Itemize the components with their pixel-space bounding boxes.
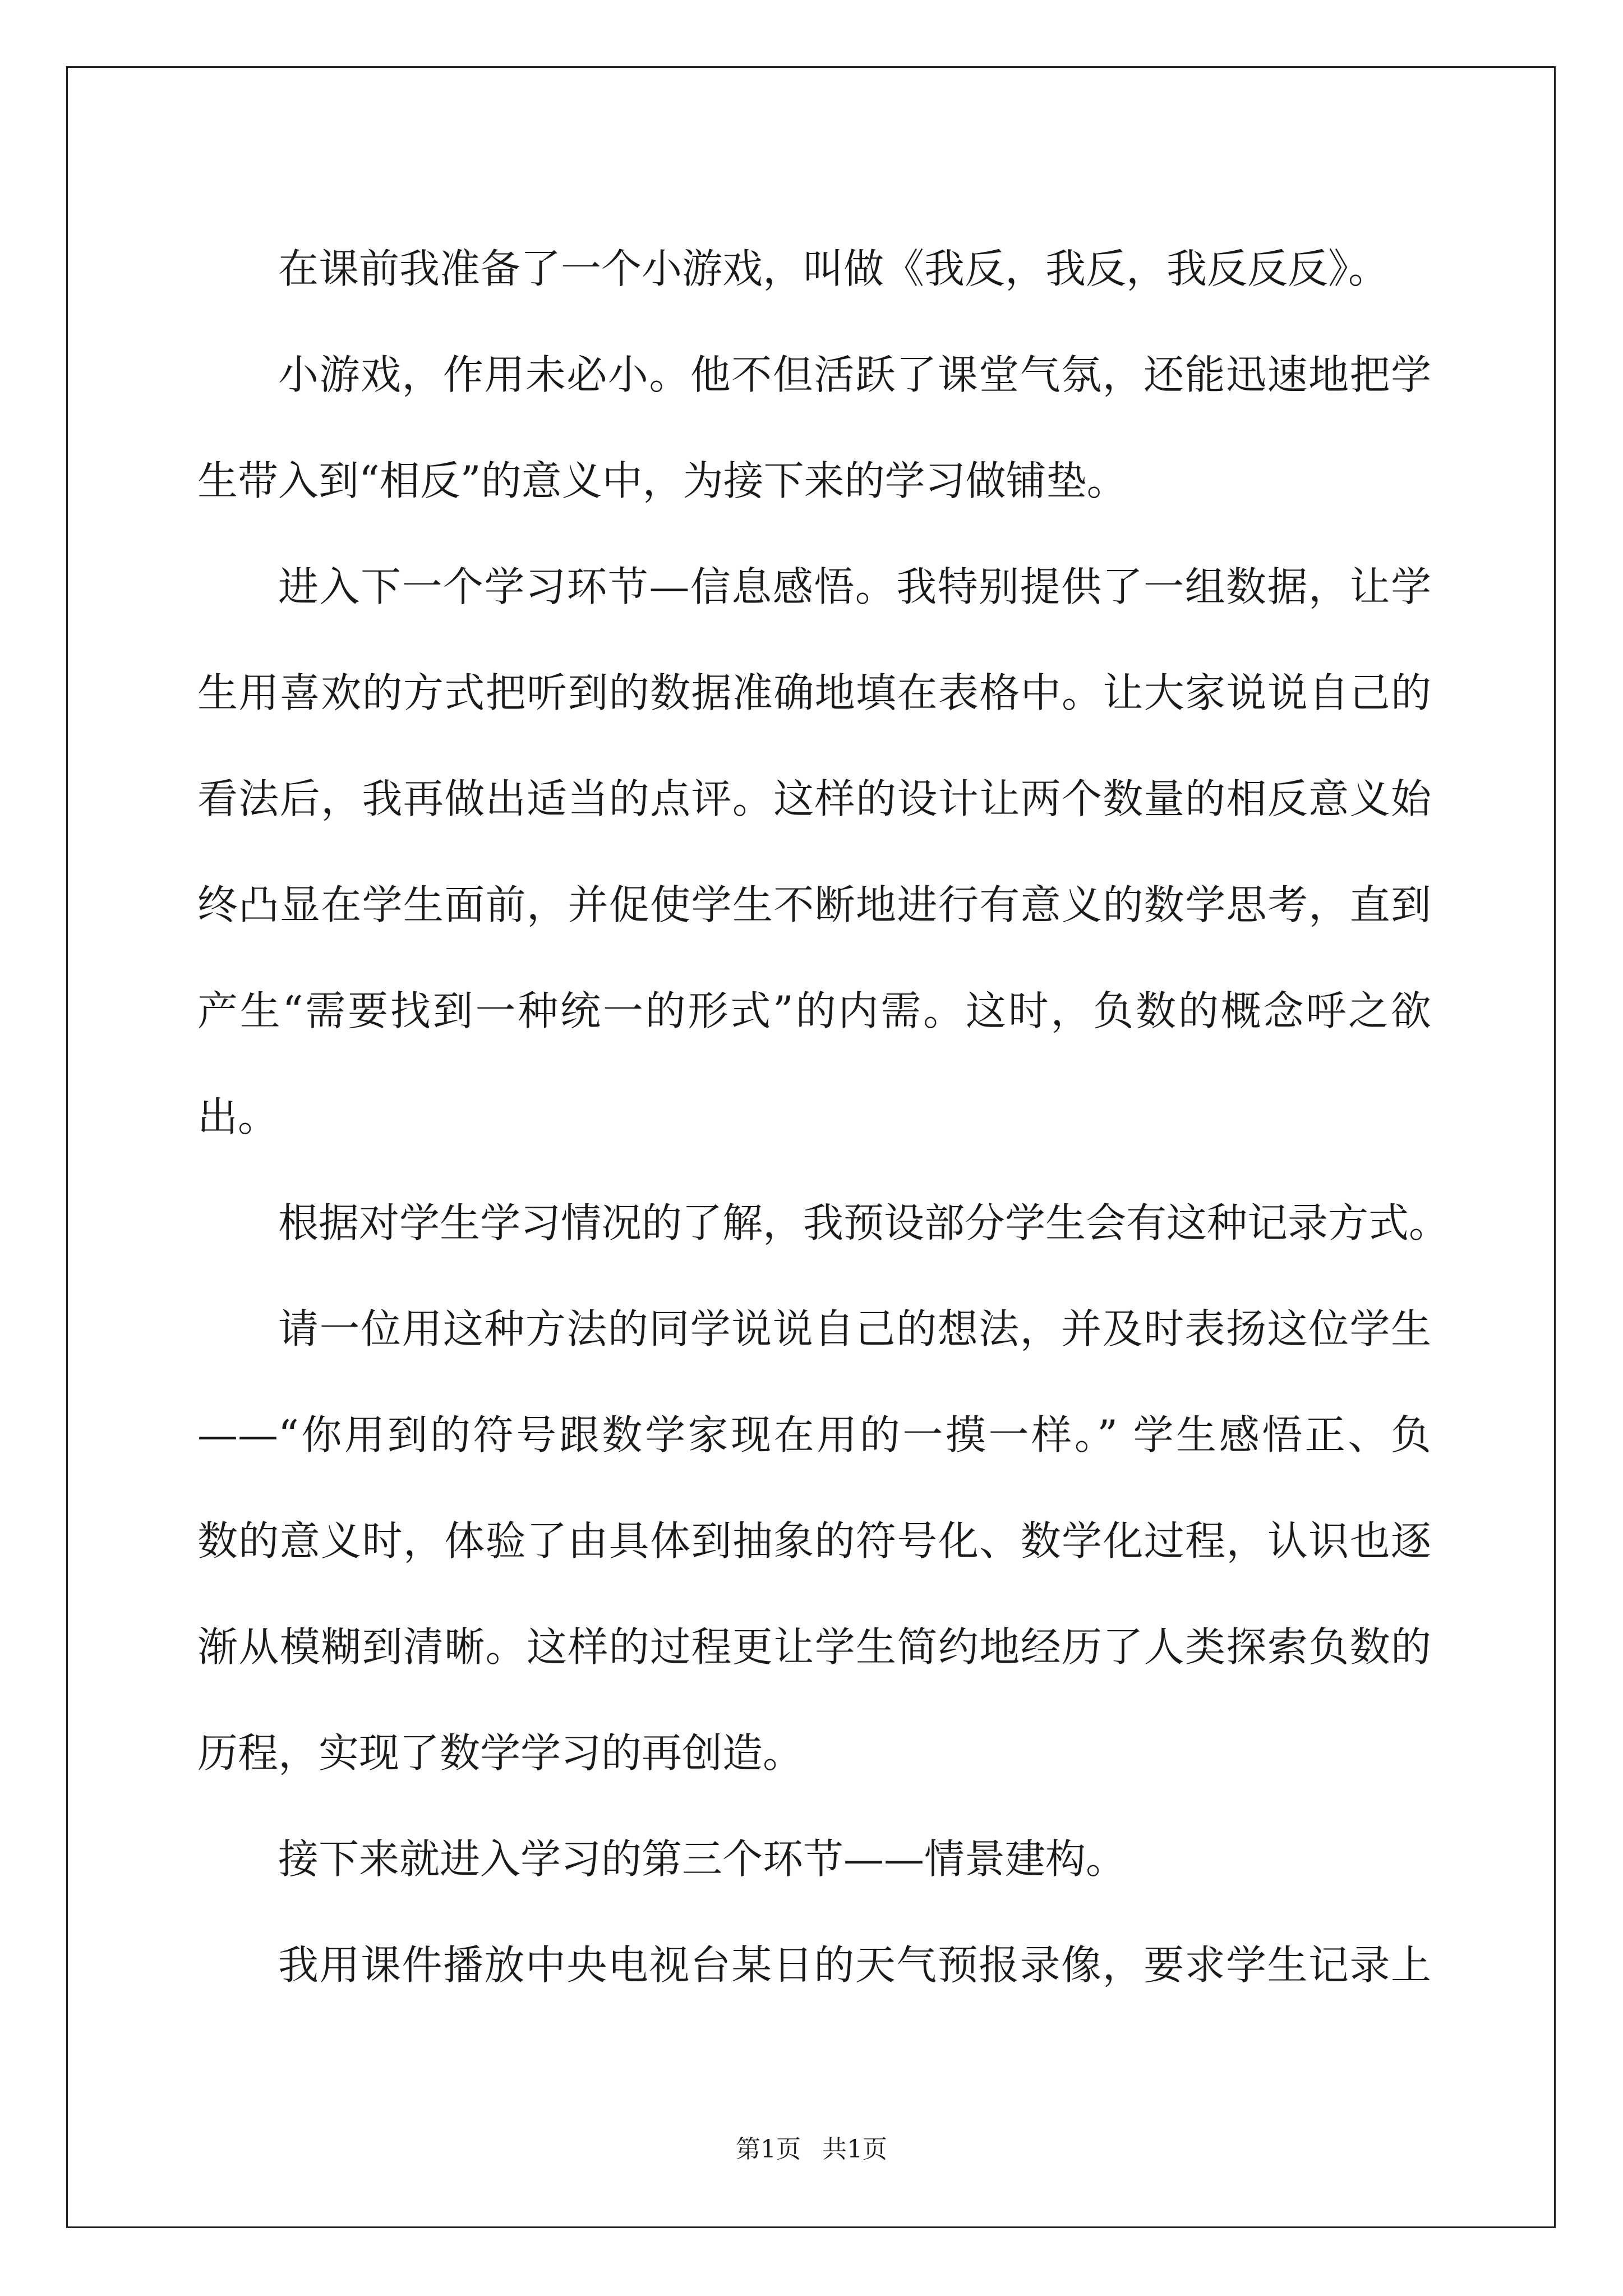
text-line: 生带入到“相反”的意义中，为接下来的学习做铺垫。 [197,457,1127,504]
text-line: 历程，实现了数学学习的再创造。 [197,1729,804,1777]
text-line: 出。 [197,1093,279,1140]
text-line: 数的意义时，体验了由具体到抽象的符号化、数学化过程，认识也逐 [197,1517,1431,1565]
page-footer [0,2129,1623,2165]
text-line: 看法后，我再做出适当的点评。这样的设计让两个数量的相反意义始 [197,775,1431,822]
text-line: 渐从模糊到清晰。这样的过程更让学生简约地经历了人类探索负数的 [197,1623,1431,1671]
text-line: 终凸显在学生面前，并促使学生不断地进行有意义的数学思考，直到 [197,881,1431,928]
text-line: 生用喜欢的方式把听到的数据准确地填在表格中。让大家说说自己的 [197,669,1431,716]
text-line: ——“你用到的符号跟数学家现在用的一摸一样。” 学生感悟正、负 [197,1411,1431,1458]
document-body [197,216,1450,2018]
text-line: 请一位用这种方法的同学说说自己的想法，并及时表扬这位学生 [278,1305,1431,1352]
page-total: 共1页 [822,2135,887,2164]
text-line: 小游戏，作用未必小。他不但活跃了课堂气氛，还能迅速地把学 [278,351,1431,398]
page-number: 第1页 [736,2135,801,2164]
text-line: 我用课件播放中央电视台某日的天气预报录像，要求学生记录上 [278,1941,1431,1989]
text-line: 根据对学生学习情况的了解，我预设部分学生会有这种记录方式。 [278,1199,1450,1246]
text-line: 在课前我准备了一个小游戏，叫做《我反，我反，我反反反》。 [278,245,1389,292]
text-line: 接下来就进入学习的第三个环节——情景建构。 [278,1835,1127,1883]
text-line: 产生“需要找到一种统一的形式”的内需。这时，负数的概念呼之欲 [197,987,1431,1034]
text-line: 进入下一个学习环节—信息感悟。我特别提供了一组数据，让学 [278,563,1431,610]
